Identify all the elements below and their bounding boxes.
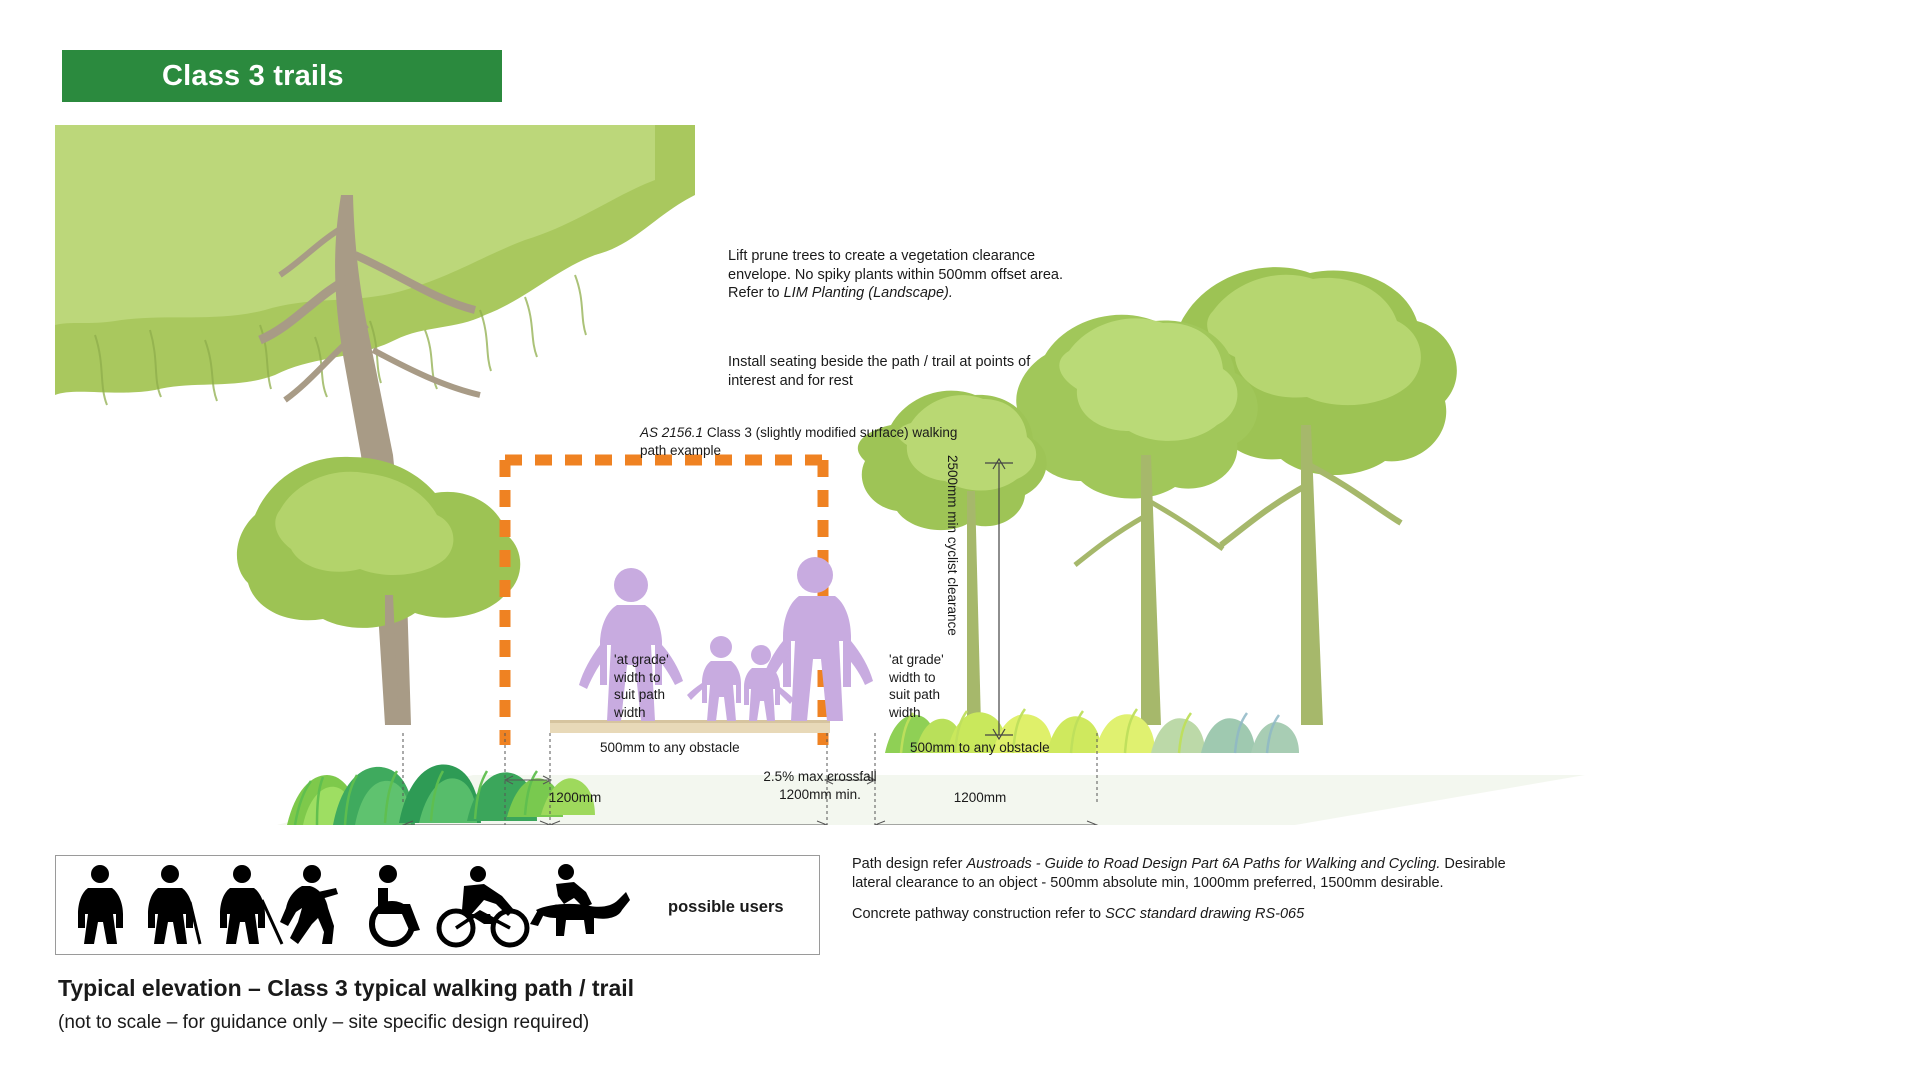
- right-small-trunk: [967, 491, 981, 725]
- possible-users-legend: [55, 855, 820, 955]
- dimension-obstacle-right: 500mm to any obstacle: [910, 740, 1050, 755]
- dimension-shoulder-right: 1200mm: [953, 790, 1007, 805]
- standard-description: Class 3 (slightly modified surface) walking path example: [640, 425, 958, 458]
- vertical-clearance-label: 2500mm min cyclist clearance: [945, 455, 960, 636]
- reference-note-1-suffix: Desirable lateral clearance to an object - 500mm absolute min, 1000mm preferred, 1500mm desirable.: [852, 856, 1506, 891]
- reference-note-2-source: SCC standard drawing RS-065: [1105, 905, 1305, 922]
- runner-icon: [280, 865, 338, 944]
- trail-cross-section-illustration: [55, 125, 1635, 825]
- vegetation-clearance-note: [728, 247, 1078, 303]
- dimension-path-width: 1200mm min.: [779, 786, 861, 802]
- reference-note-2-prefix: Concrete pathway construction refer to: [852, 905, 1106, 922]
- vegetation-clearance-note-reference: LIM Planting (Landscape).: [783, 285, 953, 302]
- wheelchair-icon: [372, 865, 420, 944]
- possible-users-icon-row: [66, 862, 656, 953]
- dimension-obstacle-left: 500mm to any obstacle: [600, 740, 740, 755]
- reference-note-1-source: Austroads - Guide to Road Design Part 6A Paths for Walking and Cycling.: [966, 856, 1441, 872]
- possible-users-label: possible users: [668, 898, 784, 916]
- figure-caption-subtitle: (not to scale – for guidance only – site specific design required): [58, 1012, 590, 1033]
- path-surface-edge: [550, 720, 830, 723]
- standard-reference-note: [640, 424, 960, 459]
- pedestrian-icon: [78, 865, 123, 944]
- large-tree-left: [55, 125, 695, 725]
- standard-code: AS 2156.1: [640, 425, 704, 440]
- dimension-crossfall-group: [700, 768, 940, 803]
- reference-notes: [852, 855, 1532, 936]
- at-grade-label-left: 'at grade' width to suit path width: [614, 652, 669, 720]
- page-title: Class 3 trails: [162, 59, 344, 92]
- figure-child-left: [687, 636, 741, 721]
- figure-caption-title: Typical elevation – Class 3 typical walking path / trail: [58, 975, 635, 1001]
- reference-note-1: [852, 855, 1532, 893]
- vegetation-scene: [55, 125, 1635, 825]
- horse-rider-icon: [530, 864, 630, 936]
- person-with-white-cane-icon: [220, 865, 282, 944]
- reference-note-2: [852, 905, 1532, 924]
- reference-note-1-prefix: Path design refer: [852, 856, 967, 872]
- at-grade-label-right: 'at grade' width to suit path width: [889, 652, 944, 720]
- cyclist-icon: [439, 866, 527, 945]
- page-title-banner: [62, 50, 502, 102]
- vegetation-clearance-note-text: Lift prune trees to create a vegetation clearance envelope. No spiky plants within 500mm offset area. Refer to: [728, 248, 1064, 302]
- dimension-shoulder-left: 1200mm: [548, 790, 602, 805]
- right-mid-trunk: [1141, 455, 1161, 725]
- person-with-cane-icon: [148, 865, 200, 944]
- seating-note: Install seating beside the path / trail at points of interest and for rest: [728, 354, 1031, 389]
- dimension-crossfall: 2.5% max crossfall: [763, 769, 877, 784]
- small-tree-left: [237, 457, 520, 725]
